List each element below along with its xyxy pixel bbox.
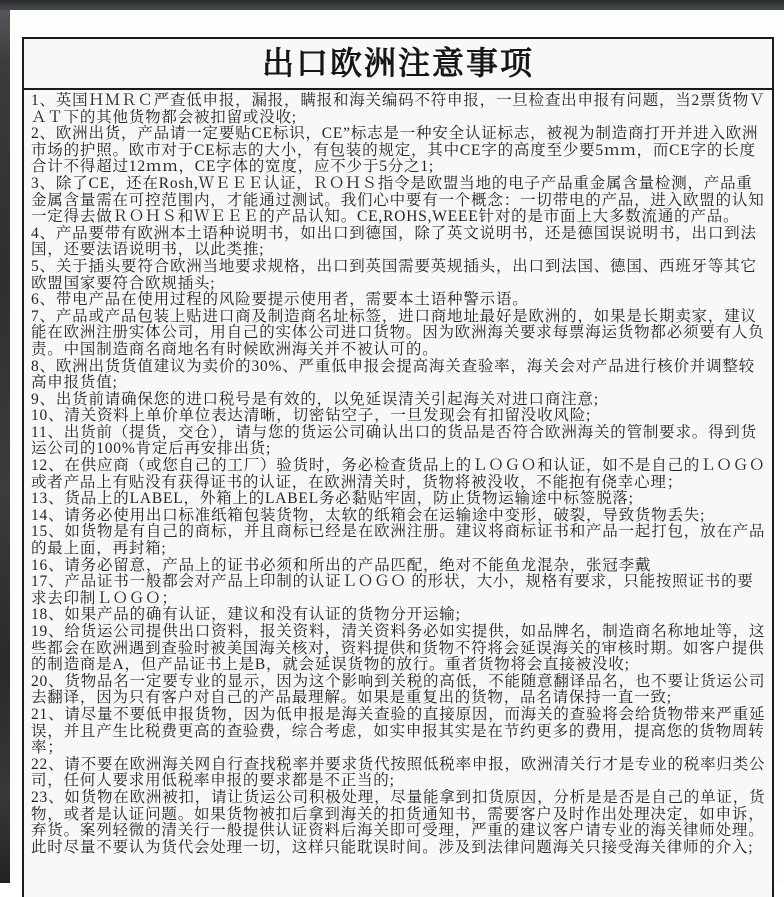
notice-item: 18、如果产品的确有认证，建议和没有认证的货物分开运输; — [31, 606, 461, 624]
notice-item: 11、出货前（提货，交仓），请与您的货运公司确认出口的货品是否符合欧洲海关的管制要求。得到货运公司的100%肯定后再安排出货; — [31, 423, 757, 458]
notice-item: 17、产品证书一般都会对产品上印制的认证ＬＯＧＯ 的形状，大小，规格有要求，只能按照证书的要求去印制ＬＯＧＯ； — [31, 573, 754, 607]
notice-item: 3、除了CE，还在Rosh,ＷＥＥＥ认证，ＲＯＨＳ指令是欧盟当地的电子产品重金属含量检测，产品重金属含量需在可控范围内，才能通过测试。我们心中要有一个概念：一切带电的产品，进入欧盟的认知一定得去做ＲＯＨＳ和ＷＥＥＥ的产品认知。CE,ROHS,WEEE针对的是市面上大多数流通的产品。 — [31, 174, 765, 226]
notice-item: 22、请不要在欧洲海关网自行查找税率并要求货代按照低税率申报，欧洲清关行才是专业的税率归类公司，任何人要求用低税率申报的要求都是不正当的; — [31, 755, 766, 790]
page-title: 出口欧洲注意事项 — [261, 45, 534, 81]
notice-item: 7、产品或产品包装上贴进口商及制造商名址标签，进口商地址最好是欧洲的，如果是长期卖家，建议能在欧洲注册实体公司，用自己的实体公司进口货物。因为欧洲海关要求每票海运货物都必须要有人负责。中国制造商名商地名有时候欧洲海关并不被认可的。 — [31, 307, 765, 358]
notice-item: 6、带电产品在使用过程的风险要提示使用者，需要本土语种警示语。 — [31, 291, 529, 309]
notice-item: 15、如货物是有自己的商标，并且商标已经是在欧洲注册。建议将商标证书和产品一起打包，放在产品的最上面，再封箱; — [31, 523, 766, 558]
notice-item: 4、产品要带有欧洲本土语种说明书，如出口到德国，除了英文说明书，还是德国误说明书，出口到法国，还要法语说明书，以此类推; — [31, 224, 757, 259]
notice-item: 12、在供应商（或您自己的工厂）验货时，务必检查货品上的ＬＯＧＯ和认证，如不是自己的ＬＯＧＯ或者产品上有贴没有获得证书的认证，在欧洲清关时，货物将被没收，不能抱有侥幸心理； — [31, 457, 766, 491]
notice-item: 21、请尽量不要低申报货物，因为低申报是海关查验的直接原因，而海关的查验将会给货物带来严重延误，并且产生比税费更高的查验费，综合考虑，如实申报其实是在节约更多的费用，提高您的货物周转率； — [31, 705, 766, 757]
notice-item: 14、请务必使用出口标准纸箱包装货物，太软的纸箱会在运输途中变形，破裂，导致货物丢失; — [31, 506, 706, 524]
notice-title-box — [24, 39, 772, 90]
notice-item: 20、货物品名一定要专业的显示，因为这个影响到关税的高低，不能随意翻译品名，也不要让货运公司去翻译，因为只有客户对自己的产品最理解。如果是重复出的货物，品名请保持一直一致; — [31, 672, 766, 707]
notice-item: 9、出货前请确保您的进口税号是有效的，以免延误清关引起海关对进口商注意; — [31, 390, 599, 408]
document-sheet — [10, 10, 784, 883]
notice-list — [24, 90, 772, 856]
left-dark-edge — [0, 10, 10, 883]
notice-item: 2、欧洲出货，产品请一定要贴CE标识，CE”标志是一种安全认证标志，被视为制造商打开并进入欧洲市场的护照。欧市对于CE标志的大小，有包装的规定，其中CE字的高度至少要5ｍｍ，而CE字的长度合计不得超过12ｍｍ，CE字体的宽度，应不少于5分之1; — [31, 125, 759, 176]
notice-item: 1、英国ＨＭＲＣ严查低申报，漏报，瞒报和海关编码不符申报，一旦检查出申报有问题，当2票货物ＶＡＴ下的其他货物都会被扣留或没收; — [31, 92, 766, 126]
notice-document — [22, 37, 774, 897]
notice-item: 13、货品上的LABEL，外箱上的LABEL务必黏贴牢固，防止货物运输途中标签脱落; — [31, 490, 634, 508]
top-dark-bar — [0, 0, 784, 10]
notice-item: 10、清关资料上单价单位表达清晰，切密钻空子，一旦发现会有扣留没收风险; — [31, 407, 592, 425]
notice-item: 23、如货物在欧洲被扣，请让货运公司积极处理，尽量能拿到扣货原因，分析是是否是自己的单证，货物，或者是认证问题。如果货物被扣后拿到海关的扣货通知书，需要客户及时作出处理决定，如申诉，弃货。案列轻微的清关行一般提供认证资料后海关即可受理，严重的建议客户请专业的海关律师处理。此时尽量不要认为货代会处理一切，这样只能耽误时间。涉及到法律问题海关只接受海关律师的介入; — [31, 788, 766, 856]
notice-item: 19、给货运公司提供出口资料，报关资料，清关资料务必如实提供，如品牌名，制造商名称地址等，这些都会在欧洲遇到查验时被美国海关核对，资料提供和货物不符将会延误海关的审核时期。如客户提供的制造商是A，但产品证书上是B，就会延误货物的放行。重者货物将会直接被没收; — [31, 623, 766, 674]
notice-item: 8、欧洲出货货值建议为卖价的30%、严重低申报会提高海关查验率，海关会对产品进行核价并调整较高申报货值; — [31, 357, 755, 392]
notice-item: 16、请务必留意，产品上的证书必须和所出的产品匹配，绝对不能鱼龙混杂，张冠李戴 — [31, 556, 652, 574]
notice-item: 5、关于插头要符合欧洲当地要求规格，出口到英国需要英规插头，出口到法国、德国、西班牙等其它欧盟国家要符合欧规插头; — [31, 257, 757, 292]
